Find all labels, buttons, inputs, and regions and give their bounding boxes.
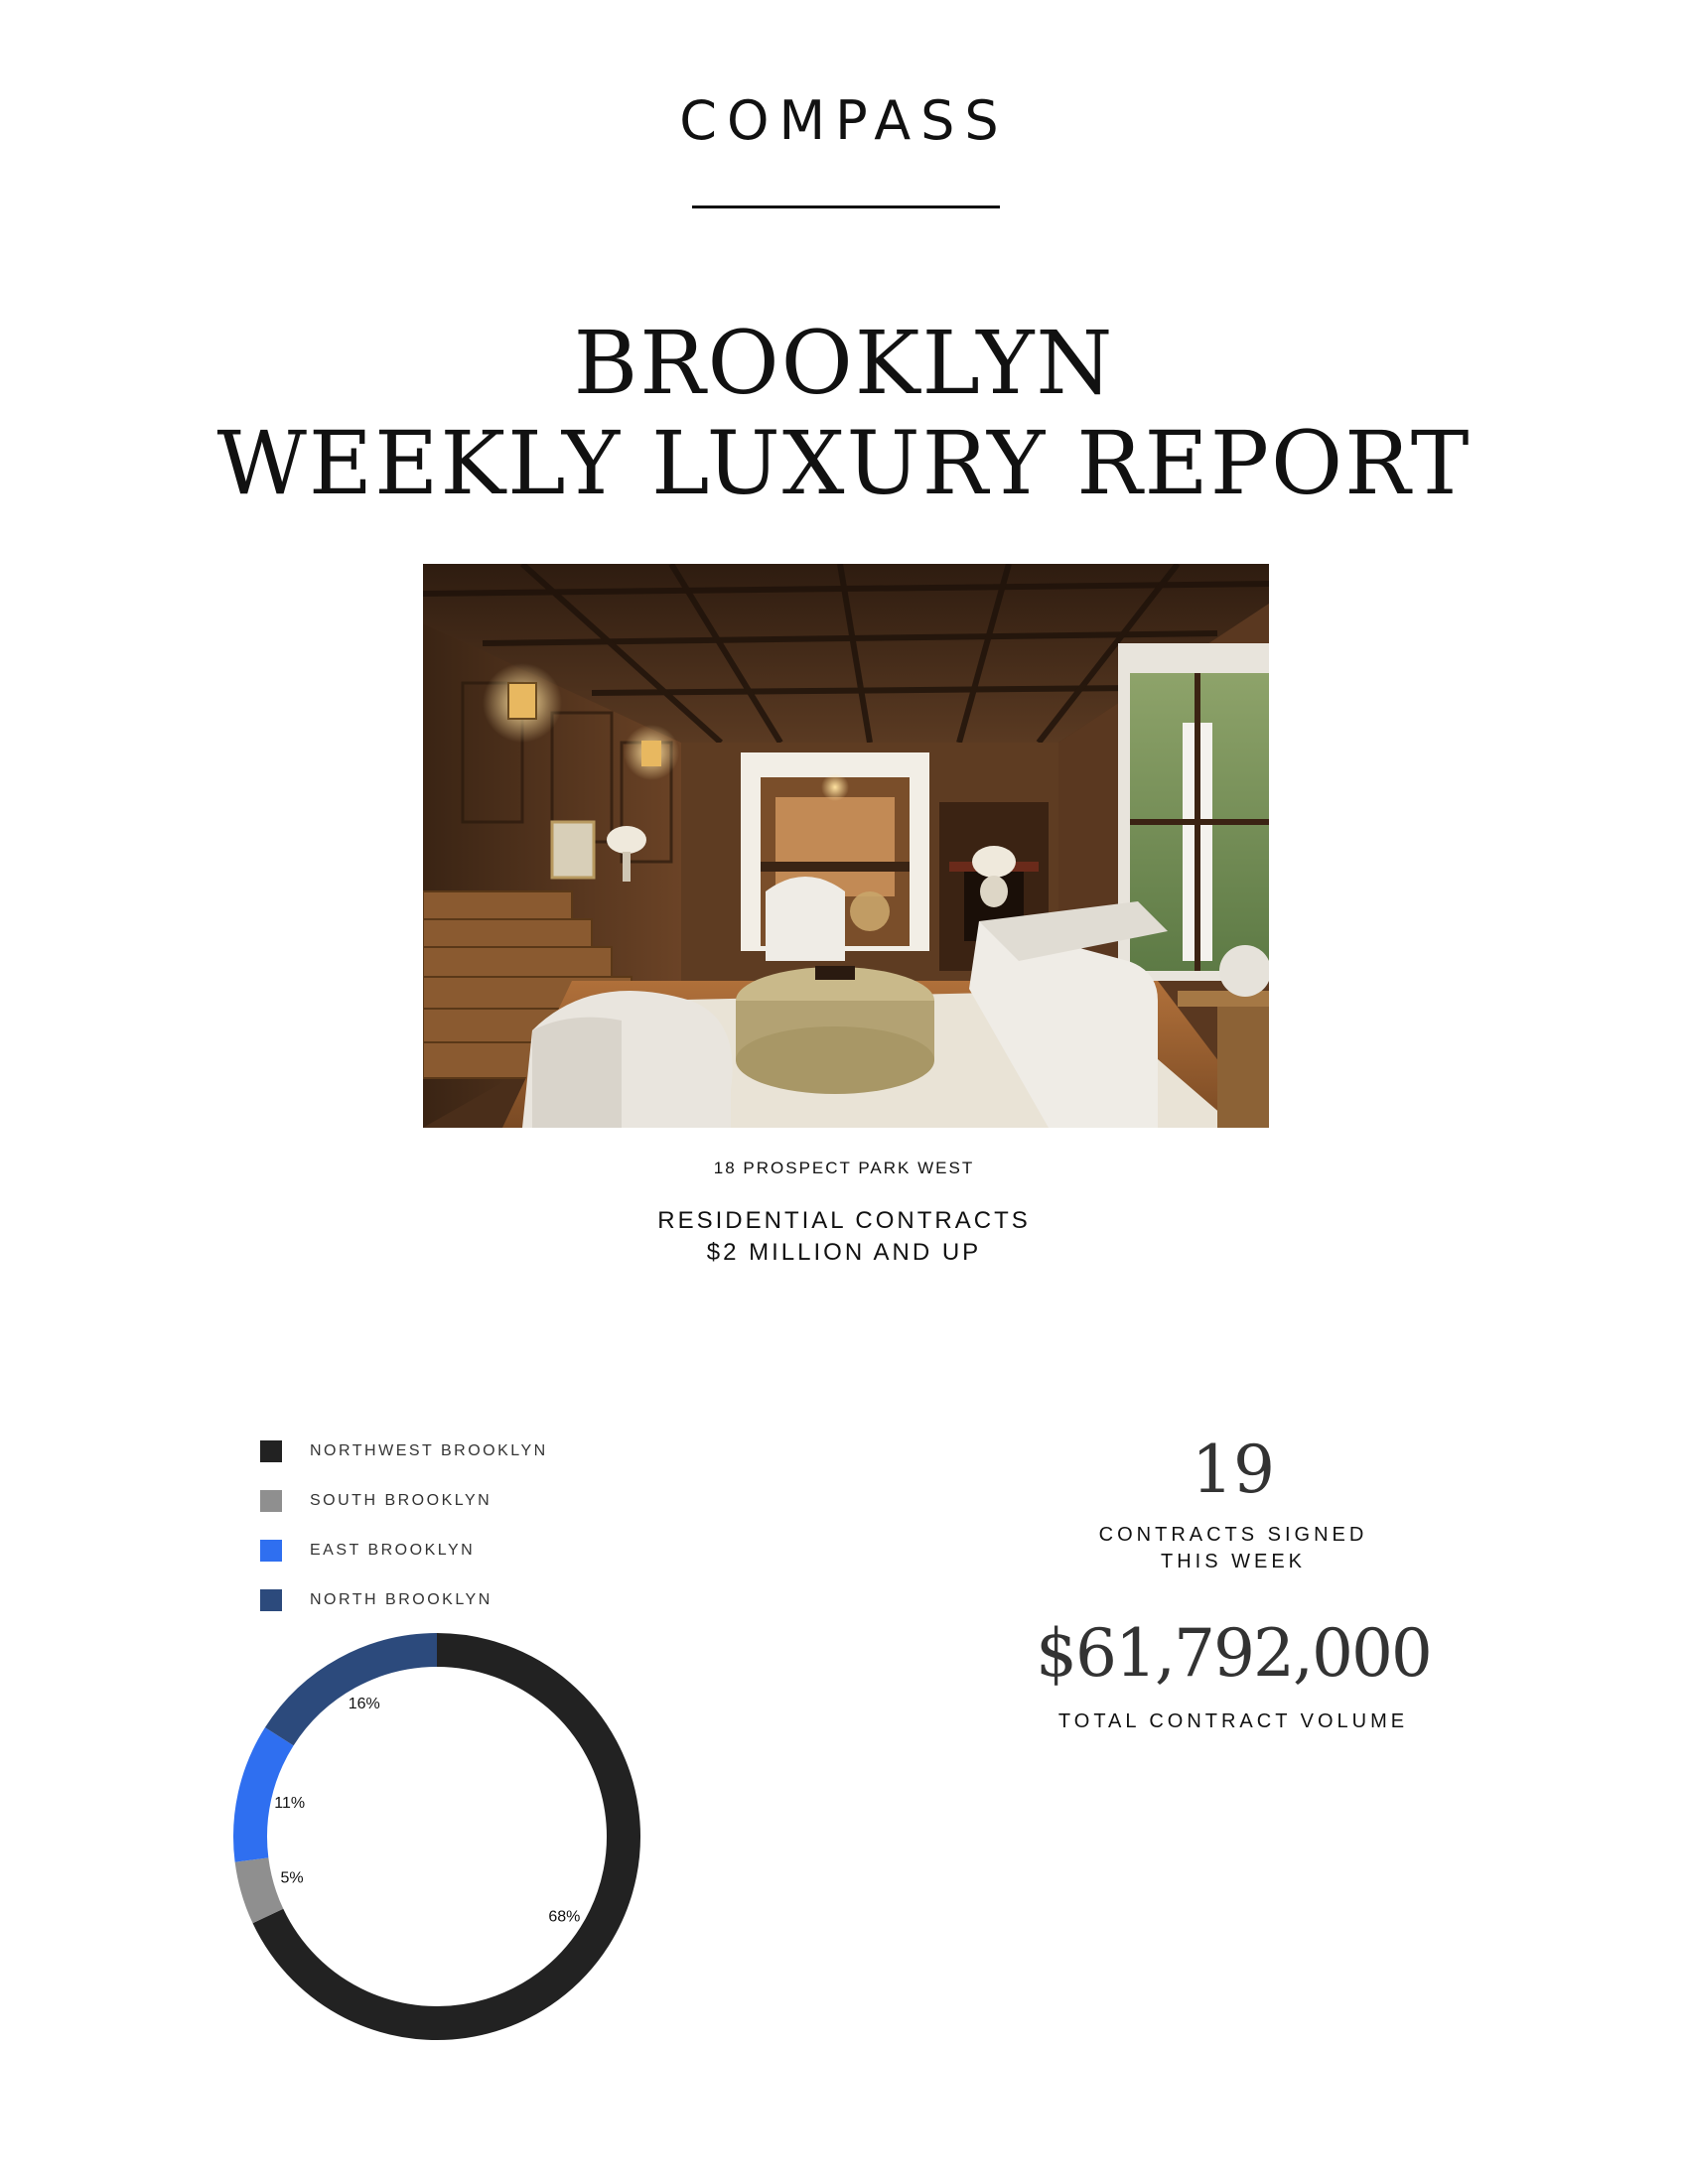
donut-slice-north xyxy=(279,1650,437,1736)
legend-item-northwest xyxy=(260,1438,757,1488)
compass-logo: COMPASS xyxy=(679,89,1009,152)
total-contract-volume-value: $61,792,000 xyxy=(1036,1615,1431,1692)
legend-label-south: SOUTH BROOKLYN xyxy=(310,1492,492,1509)
report-title-line-2: WEEKLY LUXURY REPORT xyxy=(216,412,1472,514)
legend-swatch-north xyxy=(260,1589,282,1611)
contracts-signed-label-line-2: THIS WEEK xyxy=(1160,1551,1306,1572)
legend-item-east xyxy=(260,1538,757,1587)
legend-label-north: NORTH BROOKLYN xyxy=(310,1591,492,1608)
hero-caption: 18 PROSPECT PARK WEST xyxy=(713,1159,975,1177)
total-contract-volume-label: TOTAL CONTRACT VOLUME xyxy=(1057,1710,1409,1732)
donut-label-east: 11% xyxy=(274,1795,306,1813)
hero-interior-photo xyxy=(423,564,1269,1128)
legend-label-northwest: NORTHWEST BROOKLYN xyxy=(310,1442,548,1459)
logo-divider xyxy=(692,205,1000,208)
donut-label-south: 5% xyxy=(280,1869,304,1887)
donut-label-north: 16% xyxy=(348,1696,380,1713)
report-subtitle-line-1: RESIDENTIAL CONTRACTS xyxy=(657,1207,1031,1234)
report-title-line-1: BROOKLYN xyxy=(573,312,1115,414)
legend-item-south xyxy=(260,1488,757,1538)
contracts-by-region-donut-chart xyxy=(228,1628,645,2045)
legend-swatch-northwest xyxy=(260,1440,282,1462)
donut-slice-south xyxy=(251,1860,267,1916)
contracts-signed-label-line-1: CONTRACTS SIGNED xyxy=(1098,1524,1368,1546)
legend-swatch-east xyxy=(260,1540,282,1562)
legend-label-east: EAST BROOKLYN xyxy=(310,1542,476,1559)
legend-swatch-south xyxy=(260,1490,282,1512)
chart-legend xyxy=(260,1438,757,1637)
donut-label-northwest: 68% xyxy=(548,1908,581,1926)
contracts-signed-count: 19 xyxy=(1192,1432,1275,1508)
report-subtitle-line-2: $2 MILLION AND UP xyxy=(706,1239,982,1266)
